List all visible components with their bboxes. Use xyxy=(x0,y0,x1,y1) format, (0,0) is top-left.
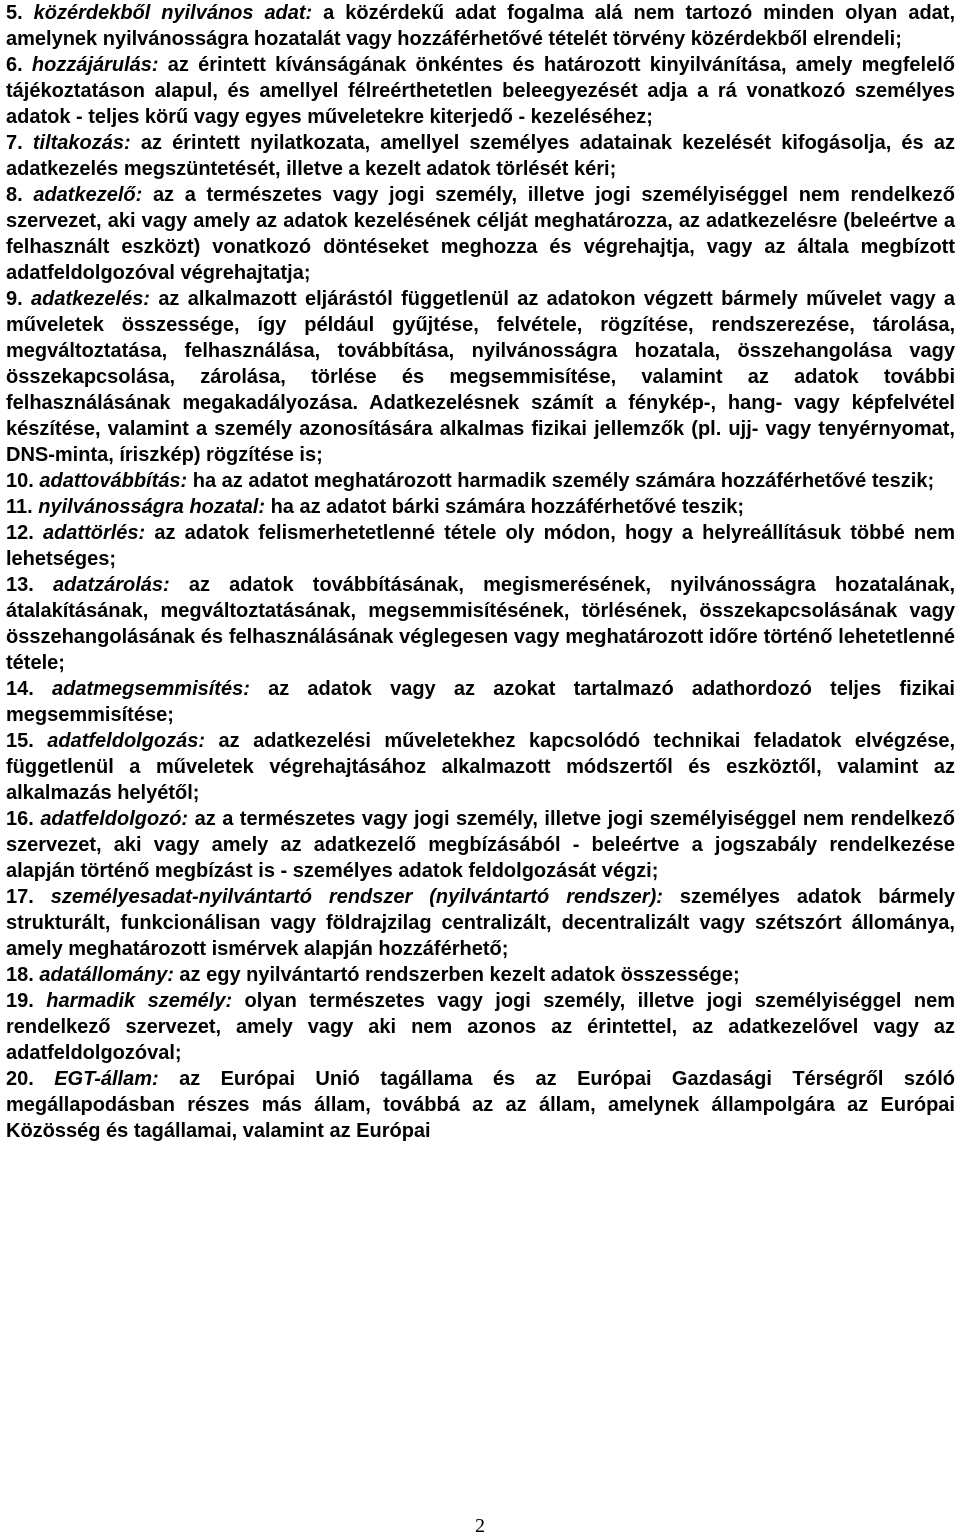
item-number: 10. xyxy=(6,470,34,492)
definition-text: az adatok vagy az azokat tartalmazó adathordozó teljes fizikai megsemmisítése; xyxy=(6,678,955,726)
defined-term: adatmegsemmisítés: xyxy=(52,678,250,700)
definition-text: olyan természetes vagy jogi személy, illetve jogi személyiséggel nem rendelkező szervezet, amely vagy aki nem azonos az érintettel, az adatkezelővel vagy az adatfeldolgozóval; xyxy=(6,990,956,1064)
defined-term: nyilvánosságra hozatal: xyxy=(38,496,266,518)
definition-text: az Európai Unió tagállama és az Európai Gazdasági Térségről szóló megállapodásban részes más állam, továbbá az az állam, amelynek állampolgára az Európai Közösség és tagállamai, valamint az Európai xyxy=(6,1068,955,1142)
document-body xyxy=(6,0,955,1144)
definition-item xyxy=(6,884,955,962)
definition-item xyxy=(6,1066,955,1144)
definition-item xyxy=(6,962,955,988)
definition-text: az egy nyilvántartó rendszerben kezelt adatok összessége; xyxy=(179,964,740,986)
definition-text: az érintett kívánságának önkéntes és határozott kinyilvánítása, amely megfelelő tájékoztatáson alapul, és amellyel félreérthetetlen beleegyezését adja a rá vonatkozó személyes adatok - teljes körű vagy egyes műveletekre kiterjedő - kezeléséhez; xyxy=(6,54,955,128)
item-number: 18. xyxy=(6,964,34,986)
definition-text: az érintett nyilatkozata, amellyel személyes adatainak kezelését kifogásolja, és az adatkezelés megszüntetését, illetve a kezelt adatok törlését kéri; xyxy=(6,132,955,180)
item-number: 9. xyxy=(6,288,23,310)
defined-term: közérdekből nyilvános adat: xyxy=(33,2,313,24)
defined-term: EGT-állam: xyxy=(54,1068,159,1090)
defined-term: hozzájárulás: xyxy=(31,54,159,76)
definition-item xyxy=(6,988,955,1066)
definition-item xyxy=(6,286,955,468)
definition-item xyxy=(6,182,955,286)
item-number: 13. xyxy=(6,574,34,596)
definition-text: az adatok továbbításának, megismerésének, nyilvánosságra hozatalának, átalakításának, megváltoztatásának, megsemmisítésének, törlésének, összekapcsolásának vagy összehangolásának és felhasználásának véglegesen vagy meghatározott időre történő lehetetlenné tétele; xyxy=(6,574,955,674)
defined-term: személyesadat-nyilvántartó rendszer (nyilvántartó rendszer): xyxy=(50,886,663,908)
item-number: 19. xyxy=(6,990,34,1012)
definition-item xyxy=(6,520,955,572)
defined-term: adatkezelés: xyxy=(31,288,150,310)
item-number: 15. xyxy=(6,730,34,752)
definition-item xyxy=(6,494,955,520)
item-number: 6. xyxy=(6,54,23,76)
definition-item xyxy=(6,52,955,130)
defined-term: tiltakozás: xyxy=(32,132,131,154)
item-number: 11. xyxy=(6,496,33,518)
definition-text: az adatok felismerhetetlenné tétele oly módon, hogy a helyreállításuk többé nem lehetséges; xyxy=(6,522,955,570)
definition-text: az a természetes vagy jogi személy, illetve jogi személyiséggel nem rendelkező szervezet, aki vagy amely az adatok kezelésének célját meghatározza, az adatkezelésre (beleértve a felhasznált eszközt) vonatkozó döntéseket meghozza és végrehajtja, vagy az általa megbízott adatfeldolgozóval végrehajtatja; xyxy=(6,184,955,284)
definition-item xyxy=(6,572,955,676)
item-number: 17. xyxy=(6,886,34,908)
definition-text: ha az adatot meghatározott harmadik személy számára hozzáférhetővé teszik; xyxy=(192,470,935,492)
defined-term: adatállomány: xyxy=(39,964,174,986)
item-number: 20. xyxy=(6,1068,34,1090)
defined-term: adattörlés: xyxy=(42,522,146,544)
item-number: 16. xyxy=(6,808,34,830)
item-number: 14. xyxy=(6,678,34,700)
page-number: 2 xyxy=(475,1515,485,1537)
definition-text: az alkalmazott eljárástól függetlenül az adatokon végzett bármely művelet vagy a műveletek összessége, így például gyűjtése, felvétele, rögzítése, rendszerezése, tárolása, megváltoztatása, felhasználása, továbbítása, nyilvánosságra hozatala, összehangolása vagy összekapcsolása, zárolása, törlése és megsemmisítése, valamint az adatok további felhasználásának megakadályozása. Adatkezelésnek számít a fénykép-, hang- vagy képfelvétel készítése, valamint a személy azonosítására alkalmas fizikai jellemzők (pl. ujj- vagy tenyérnyomat, DNS-minta, íriszkép) rögzítése is; xyxy=(6,288,956,466)
definition-text: az adatkezelési műveletekhez kapcsolódó technikai feladatok elvégzése, függetlenül a műveletek végrehajtásához alkalmazott módszertől és eszköztől, valamint az alkalmazás helyétől; xyxy=(6,730,956,804)
defined-term: adatfeldolgozás: xyxy=(47,730,206,752)
definition-text: személyes adatok bármely strukturált, funkcionálisan vagy földrajzilag centralizált, decentralizált vagy szétszórt állománya, amely meghatározott ismérvek alapján hozzáférhető; xyxy=(6,886,955,960)
defined-term: adattovábbítás: xyxy=(39,470,188,492)
definition-item xyxy=(6,728,955,806)
definition-item xyxy=(6,468,955,494)
defined-term: adatzárolás: xyxy=(52,574,170,596)
definition-item xyxy=(6,676,955,728)
defined-term: harmadik személy: xyxy=(46,990,233,1012)
item-number: 12. xyxy=(6,522,34,544)
item-number: 5. xyxy=(6,2,23,24)
item-number: 7. xyxy=(6,132,23,154)
defined-term: adatkezelő: xyxy=(33,184,143,206)
item-number: 8. xyxy=(6,184,23,206)
definition-item xyxy=(6,806,955,884)
defined-term: adatfeldolgozó: xyxy=(40,808,189,830)
definition-text: a közérdekű adat fogalma alá nem tartozó minden olyan adat, amelynek nyilvánosságra hozatalát vagy hozzáférhetővé tételét törvény közérdekből elrendeli; xyxy=(6,2,956,50)
definition-text: az a természetes vagy jogi személy, illetve jogi személyiséggel nem rendelkező szervezet, aki vagy amely az adatkezelő megbízásából - beleértve a jogszabály rendelkezése alapján történő megbízást is - személyes adatok feldolgozását végzi; xyxy=(6,808,956,882)
definition-text: ha az adatot bárki számára hozzáférhetővé teszik; xyxy=(270,496,745,518)
definition-item xyxy=(6,130,955,182)
definition-item xyxy=(6,0,955,52)
